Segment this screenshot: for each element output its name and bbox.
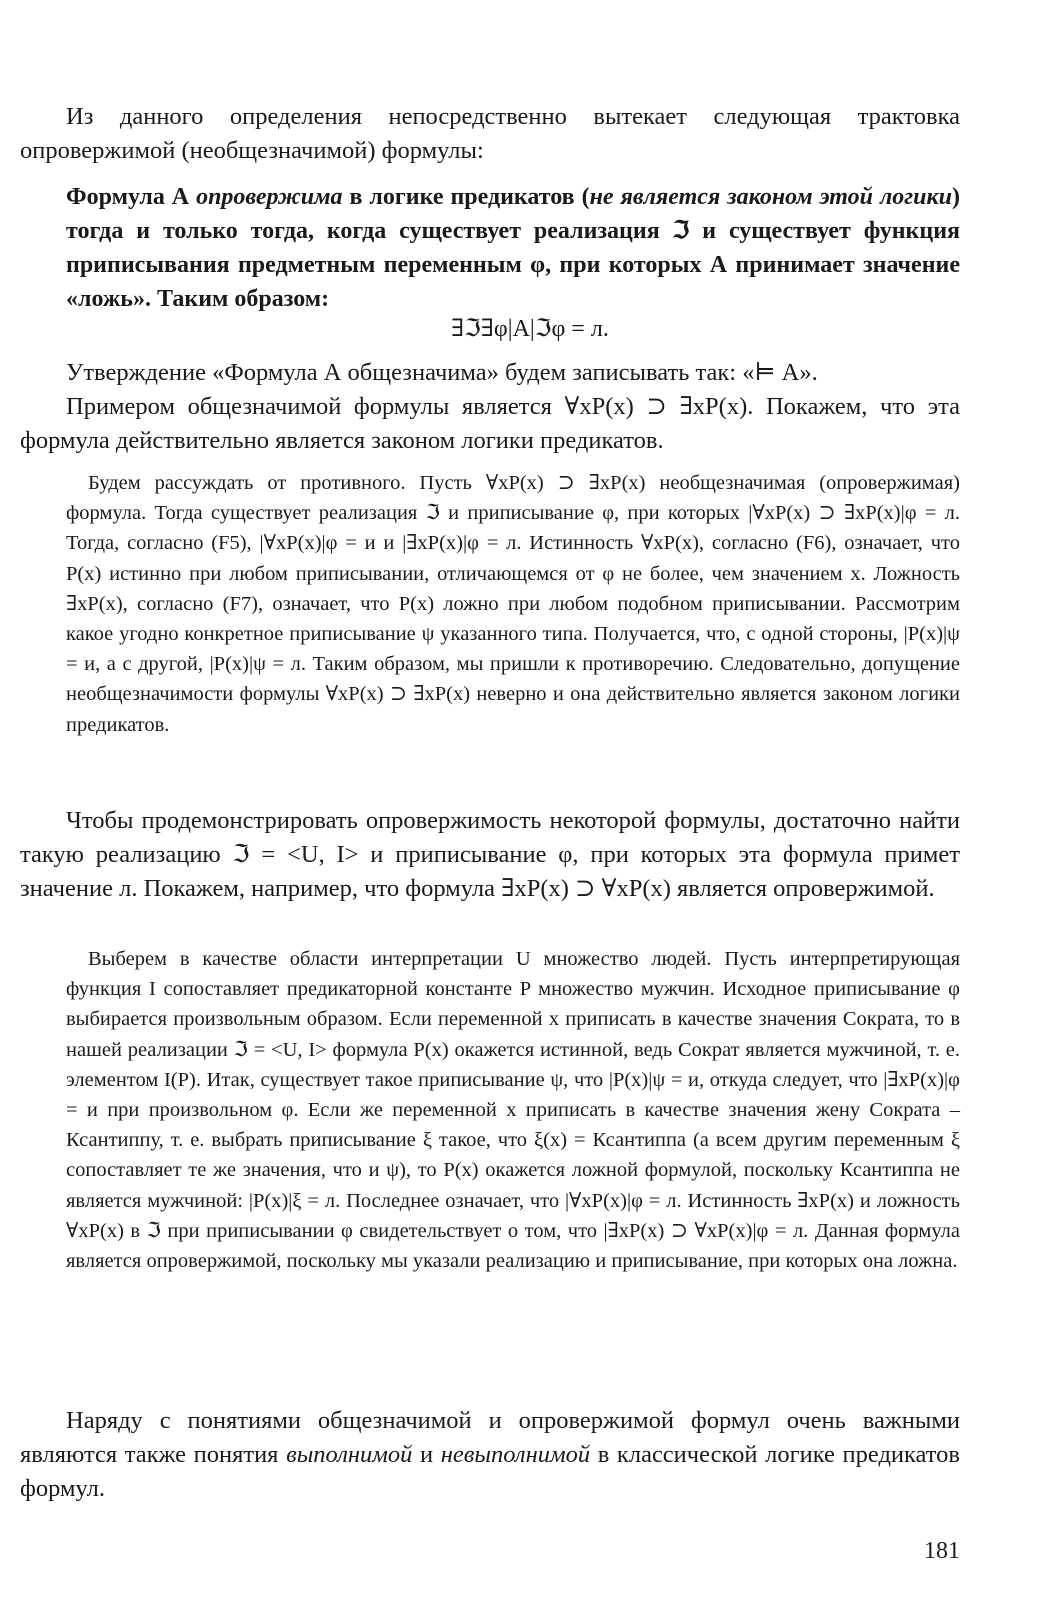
definition-term-refutable: опровержима [196,184,343,210]
closing-text-1: Наряду с понятиями общезначимой и опровержимой формул очень важными являются также понятия [20,1407,960,1468]
definition-text-3: ) тогда и только тогда, когда существует реализация ℑ и существует функция приписывания предметным переменным φ, при которых А принимает значение «ложь». Таким образом: [66,184,960,312]
closing-text-3: в классической логике предикатов формул. [20,1441,960,1502]
definition-block [66,180,960,316]
proof-refutability: Выберем в качестве области интерпретации U множество людей. Пусть интерпретирующая функция I сопоставляет предикаторной константе P множество мужчин. Исходное приписывание φ выбирается произвольным образом. Если переменной x приписать в качестве значения Сократа, то в нашей реализации ℑ = <U, I> формула P(x) окажется истинной, ведь Сократ является мужчиной, т. е. элементом I(P). Итак, существует такое приписывание ψ, что |P(x)|ψ = и, откуда следует, что |∃xP(x)|φ = и при произвольном φ. Если же переменной x приписать в качестве значения жену Сократа – Ксантиппу, т. е. выбрать приписывание ξ такое, что ξ(x) = Ксантиппа (а всем другим переменным ξ сопоставляет те же значения, что и ψ), то P(x) окажется ложной формулой, поскольку Ксантиппа не является мужчиной: |P(x)|ξ = л. Последнее означает, что |∀xP(x)|φ = л. Истинность ∃xP(x) и ложность ∀xP(x) в ℑ при приписывании φ свидетельствует о том, что |∃xP(x) ⊃ ∀xP(x)|φ = л. Данная формула является опровержимой, поскольку мы указали реализацию и приписывание, при которых она ложна. [66,948,960,1273]
proof-validity: Будем рассуждать от противного. Пусть ∀xP(x) ⊃ ∃xP(x) необщезначимая (опровержимая) формула. Тогда существует реализация ℑ и приписывание φ, при которых |∀xP(x) ⊃ ∃xP(x)|φ = л. Тогда, согласно (F5), |∀xP(x)|φ = и и |∃xP(x)|φ = л. Истинность ∀xP(x), согласно (F6), означает, что P(x) истинно при любом приписывании, отличающемся от φ не более, чем значением x. Ложность ∃xP(x), согласно (F7), означает, что P(x) ложно при любом подобном приписывании. Рассмотрим какое угодно конкретное приписывание ψ указанного типа. Получается, что, с одной стороны, |P(x)|ψ = и, а с другой, |P(x)|ψ = л. Таким образом, мы пришли к противоречию. Следовательно, допущение необщезначимости формулы ∀xP(x) ⊃ ∃xP(x) неверно и она действительно является законом логики предикатов. [66,472,960,736]
page-number: 181 [924,1538,960,1564]
definition-text-2: в логике предикатов ( [342,184,590,210]
example-paragraph: Примером общезначимой формулы является ∀xP(x) ⊃ ∃xP(x). Покажем, что эта формула действительно является законом логики предикатов. [20,393,960,454]
term-satisfiable: выполнимой [286,1441,413,1468]
refutability-paragraph: Чтобы продемонстрировать опровержимость некоторой формулы, достаточно найти такую реализацию ℑ = <U, I> и приписывание φ, при которых эта формула примет значение л. Покажем, например, что формула ∃xP(x) ⊃ ∀xP(x) является опровержимой. [20,807,960,902]
intro-paragraph: Из данного определения непосредственно вытекает следующая трактовка опровержимой (необщезначимой) формулы: [20,103,960,164]
term-unsatisfiable: невыполнимой [440,1441,591,1468]
closing-paragraph [20,1404,960,1506]
definition-text-1: Формула А [66,184,197,210]
definition-formula: ∃ℑ∃φ|A|ℑφ = л. [451,316,609,342]
closing-text-2: и [412,1441,441,1468]
definition-term-not-law: не является законом этой логики [589,184,952,210]
notation-paragraph: Утверждение «Формула А общезначима» будем записывать так: «⊨ А». [66,359,818,386]
